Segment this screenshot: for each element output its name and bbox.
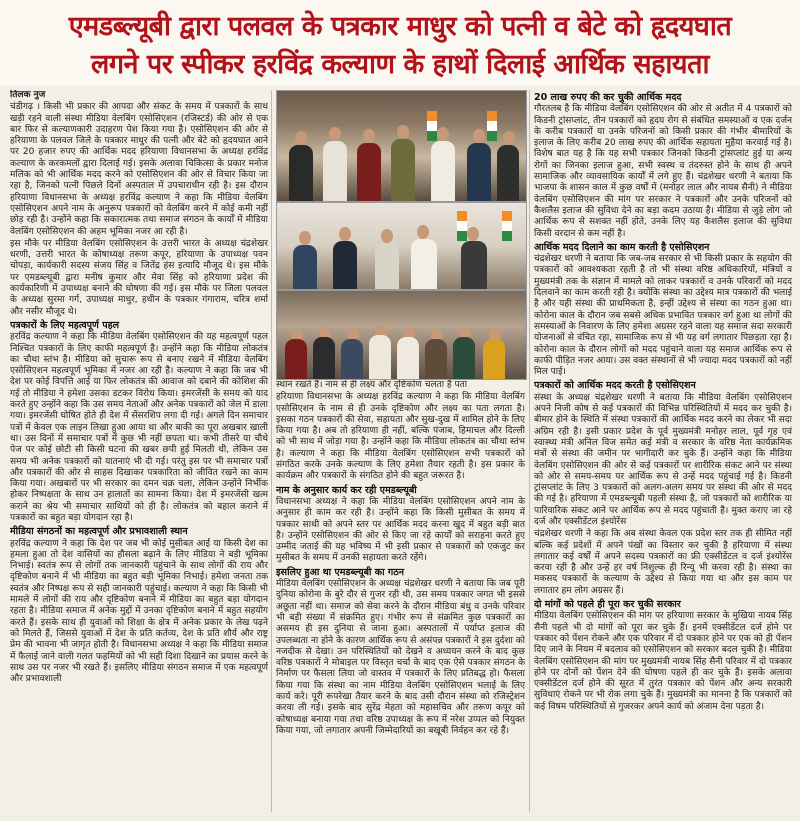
subheading: नाम के अनुसार कार्य कर रही एमडब्ल्यूबी: [276, 484, 417, 496]
event-photo-1: [276, 90, 527, 202]
headline-line-1: एमडब्ल्यूबी द्वारा पलवल के पत्रकार माधुर को पत्नी व बेटे को हृदयघात: [68, 11, 732, 42]
paragraph: मीडिया वेलबिंग एसोसिएशन की मांग पर हरियाणा सरकार के मुखिया नायब सिंह सैनी पहले भी दो मांगों को पूरा कर चुके हैं। इनमें एक्सीडेंटल दर्ज होने पर पत्रकार को पेंशन रोकने और एक परिवार में दो पत्रकार होने पर एक को ही पेंशन दिए जाने के नियम में बदलाव को एसोसिएशन को सरकार बदल चुकी है। मीडिया वेलबिंग एसोसिएशन की मांग पर मुख्यमंत्री नायब सिंह सैनी परिवार में दो पत्रकार होने पर दोनों को पेंशन देने की घोषणा पहले ही कर चुके हैं। इसके अलावा एक्सीडेंटल दर्ज होने की सूरत में तुरंत पत्रकार को पेंशन और अन्य सरकारी सुविधाएं रोकने पर भी रोक लगा चुके हैं। मुख्यमंत्री का मानना है कि पत्रकारों को कई विषम परिस्थितियों से गुजरकर अपने कार्य को अंजाम देना पड़ता है।: [534, 611, 792, 712]
subheading: आर्थिक मदद दिलाने का काम करती है एसोसिएशन: [534, 241, 710, 253]
byline: तिलक नुज: [10, 90, 46, 100]
flag-icon: [457, 211, 467, 241]
paragraph: विधानसभा अध्यक्ष ने कहा कि मीडिया वेलबिंग एसोसिएशन अपने नाम के अनुसार ही काम कर रही है। उन्होंने कहा कि किसी मुसीबत के समय में पत्रकार साथी को अपने स्तर पर आर्थिक मदद करना खुद में बहुत बड़ी बात है। उन्होंने एसोसिएशन की ओर से किए जा रहे कार्यों को सराहना करते हुए उम्मीद जताई की यह भविष्य में भी इसी प्रकार से पत्रकारों को एकजुट कर मुसीबत के समय में उनकी सहायता करते रहेंगे।: [276, 496, 525, 564]
paragraph: गौरतलब है कि मीडिया वेलबिंग एसोसिएशन की ओर से अतीत में 4 पत्रकारों को किडनी ट्रांसप्लांट, तीन पत्रकारों को हृदय रोग से संबंधित समस्याओं व एक दर्जन के करीब पत्रकारों या उनके परिजनों को किसी प्रकार की गंभीर बीमारियों के इलाज के लिए करीब 20 लाख रुपए की आर्थिक सहायता मुहैया करवाई गई है। विशेष बात यह है कि यह सभी पत्रकार जिनको किडनी ट्रांसप्लांट हुई या अन्य रोगों का जिनका इलाज हुआ, सभी स्वस्थ व तंदरुस्त होने के साथ ही अपने सामाजिक और व्यावसायिक कार्यों में लगे हुए हैं। चंद्रशेखर धरणी ने बताया कि भाजपा के शासन काल में कुछ वर्षों में (मनोहर लाल और नायब सैनी) ने मीडिया वेलबिंग एसोसिएशन की मांग पर सरकार ने पत्रकारों और उनके परिजनों को कैशलैस इलाज की सुविधा देने का बड़ा कदम उठाया है। मीडिया से जुड़े लोग जो आर्थिक रूप से सशक्त नहीं होते, उनके लिए यह कैशलैस इलाज की सुविधा किसी वरदान से कम नहीं है।: [534, 104, 792, 239]
paragraph: हरियाणा विधानसभा के अध्यक्ष हरविंद्र कल्याण ने कहा कि मीडिया वेलबिंग एसोसिएशन के नाम से ही उनके दृष्टिकोण और लक्ष्य का पता लगता है। इसका गठन पत्रकारों की सेवा, सहायता और सुख-दुख में शामिल होने के लिए किया गया है। अब तो हरियाणा ही नहीं, बल्कि पंजाब, हिमाचल और दिल्ली को भी साथ में जोड़ा गया है। उन्होंने कहा कि मीडिया लोकतंत्र का चौथा स्तंभ है। कल्याण ने कहा कि मीडिया वेलबिंग एसोसिएशन सभी पत्रकारों को संगठित करके उनके कल्याण के लिए हमेशा तैयार रहती है। इस प्रकार के कार्यक्रम और पत्रकारों के संगठित होने की बहुत जरूरत है।: [276, 392, 525, 482]
article-column-right: [534, 90, 792, 812]
article-column-left: [10, 90, 268, 812]
paragraph: इस मौके पर मीडिया वेलबिंग एसोसिएशन के उत्तरी भारत के अध्यक्ष चंद्रशेखर धरणी, उत्तरी भारत के कोषाध्यक्ष तरूण कपूर, हरियाणा के उपाध्यक्ष पवन चोपड़ा, कार्यकारी सदस्य संजय सिंह व जितेंद्र हंस इत्यादि मौजूद थे। इस मौके पर एमडब्ल्यूबी द्वारा मनीष कुमार और मेवा सिंह को हरियाणा प्रदेश की कार्यकारिणी में उपाध्यक्ष बनाने की घोषणा की गई। इस मौके पर जिला पलवल के अध्यक्ष सुरमा गर्ग, उपाध्यक्ष माधुर, हथीन के पत्रकार गंगाराम, चरित्र शर्मा और नसीर मौजूद थे।: [10, 238, 268, 317]
paragraph: स्थान रखते हैं। नाम से ही लक्ष्य और दृष्टिकोण चलता है पता: [276, 380, 468, 390]
article-column-middle: [276, 380, 525, 812]
flag-icon: [427, 111, 437, 141]
headline-line-2: लगने पर स्पीकर हरविंद्र कल्याण के हाथों दिलाई आर्थिक सहायता: [91, 49, 709, 80]
flag-icon: [487, 111, 497, 141]
subheading: पत्रकारों को आर्थिक मदद करती है एसोसिएशन: [534, 380, 696, 392]
paragraph: चंद्रशेखर धरणी ने बताया कि जब-जब सरकार से भी किसी प्रकार के सहयोग की पत्रकारों को आवश्यकता रहती है तो भी संस्था वरिष्ठ अधिकारियों, मंत्रियों व मुख्यमंत्री तक के संज्ञान में मामले को लाकर पत्रकारों व उनके परिवारों को मदद दिलवाने का काम करती रही है। क्योंकि संस्था का उद्देश्य मात्र पत्रकारों की भलाई है और यही संस्था की प्राथमिकता है, इन्हीं उद्देश्य से संस्था का गठन हुआ था। कोरोना काल के दौरान जब सबसे अधिक प्रभावित पत्रकार वर्ग हुआ था लोगों की समस्याओं के निवारण के लिए हमेशा अग्रसर रहने वाला यह समाज सदा सरकारी योजनाओं से वंचित रहा, सामाजिक रूप से भी यह वर्ग लगातार पिछड़ता रहा है। कोरोना काल के दौरान लोगों को मदद पहुंचाने वाला यह समाज आर्थिक रूप से काफी पीड़ित नजर आया। उस वक्त संस्थानों से भी ज्यादा मदद पत्रकारों को नहीं मिल पाई।: [534, 254, 792, 378]
paragraph: हरविंद्र कल्याण ने कहा कि मीडिया वेलबिंग एसोसिएशन की यह महत्वपूर्ण पहल निश्चित पत्रकारों के लिए काफी महत्वपूर्ण है। उन्होंने कहा कि मीडिया लोकतंत्र का चौथा स्तंभ है। मीडिया को सुचारू रूप से बनाए रखने में मीडिया वेलबिंग एसोसिएशन महत्वपूर्ण भूमिका में नजर आ रही है। कल्याण ने कहा कि जब भी देश पर कोई विपत्ति आई या फिर लोकतंत्र की आवाज को दबाने की कोशिश की गई तो मीडिया ने हमेशा उसका डटकर विरोध किया। इमरजेंसी के समय को याद करते हुए उन्होंने कहा कि उस समय नेताओं और अनेक पत्रकारों को जेल में डाला गया। इमरजेंसी घोषित होते ही देश में सेंसरशिप लगा दी गई। अगले दिन समाचार पत्रों में केवल एक लाइन लिखा हुआ आया था और बाकी का पूरा अखबार खाली था। उस दिनों में समाचार पत्रों में कुछ भी नहीं छपता था। कभी तीसरे या चौथे पेज पर कोई छोटी सी किसी घटना की खबर छपी हुई मिलती थी, लेकिन उस समय भी अनेक पत्रकारों को यातनाएं भी दी गई। परंतु इस पर भी समाचार पत्रों और पत्रकारों की ओर से साहस दिखाकर पत्रकारिता को जीवित रखने का काम किया गया। अखबारों पर भी सरकार का दमन चक्र चला, लेकिन उन्होंने निर्भीक होकर निष्पक्षता के साथ उन हालातों का सामना किया। देश में इमरजेंसी खत्म कराने का श्रेय भी समाचार साथियों को ही है। लोकतंत्र को बहाल कराने में पत्रकारों का बहुत बड़ा योगदान रहा है।: [10, 332, 268, 523]
column-divider: [529, 90, 530, 812]
subheading: मीडिया संगठनों का महत्वपूर्ण और प्रभावशाली स्थान: [10, 526, 188, 538]
event-photo-3: [276, 290, 527, 380]
column-divider: [271, 90, 272, 812]
paragraph: चंद्रशेखर धरणी ने कहा कि अब संस्था केवल एक प्रदेश स्तर तक ही सीमित नहीं बल्कि कई प्रदेशों में अपने पंखों का विस्तार कर चुकी है हरियाणा में संस्था लगातार कई वर्षों में अपने सदस्य पत्रकारों का फ्री एक्सीडेंटल व दर्ज इंश्योरेंस करवा रही है और उन्हें हर वर्ष निशुल्क ही रिन्यू भी करवा रही है। संस्था का मकसद पत्रकारों के कल्याण के उद्देश्य से किया गया था और इस काम पर लगातार हम लोग अग्रसर हैं।: [534, 529, 792, 596]
flag-icon: [502, 211, 512, 241]
paragraph: हरविंद्र कल्याण ने कहा कि देश पर जब भी कोई मुसीबत आई या किसी देश का हमला हुआ तो देश वासियों का हौसला बढ़ाने के लिए मीडिया ने बड़ी भूमिका निभाई। स्वतंत्र रूप से लोगों तक जानकारी पहुंचाने के साथ लोगों की राय और दृष्टिकोण बनाने में भी मीडिया का बहुत बड़ी भूमिका निभाई। हमेशा जनता तक स्वतंत्र और निष्पक्ष रूप से सही जानकारी पहुंचाई। कल्याण ने कहा कि किसी भी मामले में लोगों की राय और दृष्टिकोण बनाने में मीडिया का बहुत बड़ा योगदान रहता है। मीडिया समाज में अनेक मुद्दों में उनका दृष्टिकोण बनाने में बहुत सहयोग करते हैं। इसके साथ ही युवाओं को शिक्षा के क्षेत्र में अनेक प्रकार के लेख पढ़ने को मिलते हैं, जिससे युवाओं में देश के प्रति कर्तव्य, देश के प्रति शौर्य और राष्ट्र प्रेम की भावना भी जागृत होती है। विधानसभा अध्यक्ष ने कहा कि मीडिया समाज में फैलाई जाने वाली गलत फहमियों को भी सही दिशा दिखाने का प्रयास करने के साथ उस पर नजर भी रखते हैं। इसलिए मीडिया संगठन समाज में एक महत्वपूर्ण और प्रभावशाली: [10, 538, 268, 685]
subheading: पत्रकारों के लिए महत्वपूर्ण पहल: [10, 319, 120, 331]
subheading: 20 लाख रुपए की कर चुकी आर्थिक मदद: [534, 92, 682, 103]
paragraph: संस्था के अध्यक्ष चंद्रशेखर धरणी ने बताया कि मीडिया वेलबिंग एसोसिएशन अपने निजी कोष से कई पत्रकारों की विभिन्न परिस्थितियों में मदद कर चुकी है। बीमार होने के स्थिति में संस्था पत्रकारों की आर्थिक मदद करने का लेकर भी सदा अग्रिम रही है। इसी प्रकार प्रदेश के पूर्व मुख्यमंत्री मनोहर लाल, पूर्व गृह एवं स्वास्थ्य मंत्री अनिल विज समेत कई मंत्री व सरकार के वरिष्ठ नेता कार्यक्रमिक मंत्रों से संस्था की जमीन पर भागीदारी कर चुके हैं। उन्होंने कहा कि मीडिया वेलबिंग एसोसिएशन की ओर से कई पत्रकारों पर शारीरिक संकट आने पर संस्था को ओर से समय-समय पर आर्थिक रूप से उन्हें मदद पहुंचाई गई है। किडनी ट्रांसप्लांट के लिए 3 पत्रकारों को अलग-अलग समय पर संस्था की ओर से मदद की गई है। हरियाणा में एमडब्ल्यूबी पहली संस्था है, जो पत्रकारों को शारीरिक या पारिवारिक संकट आने पर आर्थिक रूप से मदद पहुंचाती है। मुक्त कराए जा रहे दर्ज और एक्सीडेंटल इंश्योरेंस: [534, 392, 792, 527]
paragraph: चंडीगढ़ । किसी भी प्रकार की आपदा और संकट के समय में पत्रकारों के साथ खड़ी रहने वाली संस्था मीडिया वेलबिंग एसोसिएशन (रजिस्टर्ड) की ओर से एक बार फिर से कल्याणकारी उदाहरण पेश किया गया है। एसोसिएशन की ओर से हरियाणा के पलवल जिले के पत्रकार माधुर की पत्नी और बेटे को हृदयघात आने पर 20 हजार रुपए की आर्थिक मदद हरियाणा विधानसभा के अध्यक्ष हरविंद्र कल्याण के करकमलों द्वारा दिलाई गई। इसके अलावा चिकित्सा के प्रकार मनोज मलिक को भी आर्थिक मदद करने को एसोसिएशन की ओर से विचार किया जा रहा है, जिनको पत्नी पिछले दिनों अस्पताल में उपचाराधीन रही है। इस दौरान हरियाणा विधानसभा के अध्यक्ष हरविंद्र कल्याण ने कहा कि मीडिया वेलबिंग एसोसिएशन अपने नाम के अनुरूप पत्रकारों को वेलबिंग करने में कोई कमी नहीं छोड़ रही है। उन्होंने कहा कि सकारात्मक तथा समाज संगठन के कार्यों में मीडिया वेलबिंग एसोसिएशन की अहम भूमिका नजर आ रही है।: [10, 102, 268, 237]
headline-banner: [0, 0, 800, 86]
subheading: दो मांगों को पहले ही पूरा कर चुकी सरकार: [534, 599, 681, 611]
event-photo-2: [276, 202, 527, 290]
subheading: इसलिए हुआ था एमडब्ल्यूबी का गठन: [276, 566, 405, 578]
paragraph: मीडिया वेलबिंग एसोसिएशन के अध्यक्ष चंद्रशेखर धरणी ने बताया कि जब पूरी दुनिया कोरोना के बुरे दौर से गुजर रही थी, उस समय पत्रकार जगत भी इससे अछूता नहीं था। समाज को सेवा करने के दौरान मीडिया बंधु व उनके परिवार भी बड़ी संख्या में संक्रमित हुए। गंभीर रूप से संक्रमित कुछ पत्रकारों का असमय ही इस दुनिया से जाना हुआ। अस्पतालों में पर्याप्त इलाज की उपलब्धता ना होने के कारण आर्थिक रूप से असंपन्न पत्रकारों ने इस दुर्दशा को नजदीक से देखा। उन परिस्थितियों को देखने व अध्ययन करने के बाद कुछ वरिष्ठ पत्रकारों ने मोबाइल पर विस्तृत चर्चा के बाद एक ऐसे पत्रकार संगठन के निर्माण पर फैसला लिया जो वास्तव में पत्रकारों के लिए प्रतिबद्ध हो। फैसला किया गया कि संस्था का नाम मीडिया वेलबिंग एसोसिएशन भलाई के लिए कार्य करे। पूरी रूपरेखा तैयार करने के बाद उसी दौरान संस्था को रजिस्ट्रेशन करवा ली गई। इसके बाद सुरेंद्र मेहता को महासचिव और तरूण कपूर को कोषाध्यक्ष बनाया गया तथा वरिष्ठ उपाध्यक्ष के रूप में नरेश उप्पल को नियुक्त किया गया, जो लगातार अपनी जिम्मेदारियों का बखूबी निर्वहन कर रहे हैं।: [276, 579, 525, 736]
